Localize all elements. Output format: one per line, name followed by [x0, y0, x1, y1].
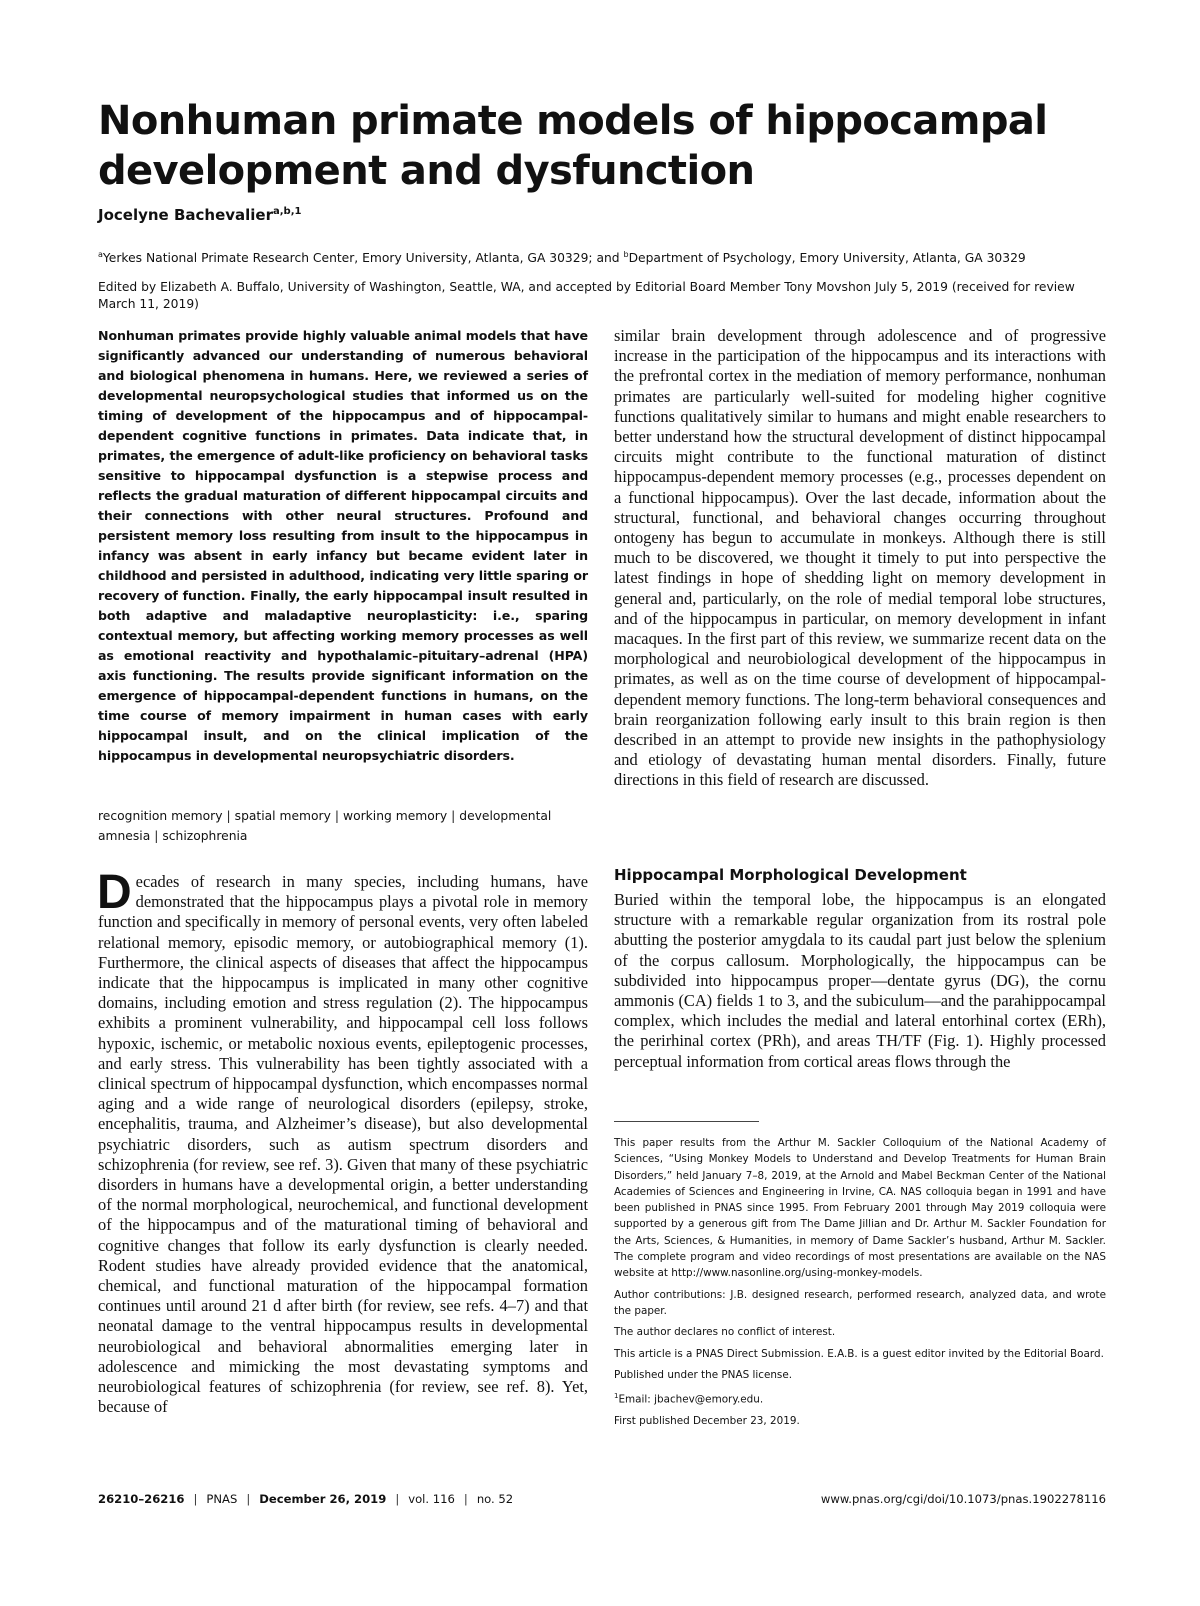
footer-volume: vol. 116 — [408, 1492, 455, 1506]
footnotes — [614, 1135, 1106, 1434]
footer-date: December 26, 2019 — [259, 1492, 387, 1506]
footnote-divider — [614, 1121, 759, 1122]
footer-issue: no. 52 — [476, 1492, 514, 1506]
footer-separator: | — [193, 1492, 198, 1506]
footnote-conflict: The author declares no conflict of interest. — [614, 1326, 836, 1339]
footnote-email — [614, 1388, 1106, 1408]
author-superscript: a,b,1 — [273, 206, 302, 217]
edited-by: Edited by Elizabeth A. Buffalo, University of Washington, Seattle, WA, and accepted by Editorial Board Member Tony Movshon July 5, 2019 (received for review March 11, 2019) — [98, 280, 1075, 311]
author-name: Jocelyne Bachevalier — [98, 206, 273, 224]
keyword-separator: | — [451, 809, 456, 823]
page-footer-citation — [98, 1492, 513, 1506]
keyword-separator: | — [226, 809, 231, 823]
footnote-email-text[interactable]: Email: jbachev@emory.edu. — [618, 1393, 764, 1406]
author-line — [98, 206, 301, 224]
keywords — [98, 806, 588, 846]
footer-separator: | — [246, 1492, 251, 1506]
footer-journal: PNAS — [206, 1492, 238, 1506]
keyword: working memory — [343, 809, 448, 823]
footer-pages: 26210–26216 — [98, 1492, 185, 1506]
footnote-colloquium: This paper results from the Arthur M. Sackler Colloquium of the National Academy of Sciences, “Using Monkey Models to Understand and Develop Treatments for Human Brain Disorders,” held January 7–8, 2019, at the Arnold and Mabel Beckman Center of the National Academies of Sciences and Engineering in Irvine, CA. NAS colloquia began in 1991 and have been published in PNAS since 1995. From February 2001 through May 2019 colloquia were supported by a generous gift from The Dame Jillian and Dr. Arthur M. Sackler Foundation for the Arts, Sciences, & Humanities, in memory of Dame Sackler’s husband, Arthur M. Sackler. The complete program and video recordings of most presentations are available on the NAS website at http://www.nasonline.org/using-monkey-models. — [614, 1137, 1106, 1280]
right-column-paragraph: similar brain development through adolescence and of progressive increase in the participation of the hippocampus and its interactions with the prefrontal cortex in the mediation of memory performance, nonhuman primates are particularly well-suited for modeling higher cognitive functions qualitatively similar to humans and might enable researchers to better understand how the structural development of distinct hippocampal circuits might contribute to the functional maturation of distinct hippocampus-dependent memory processes (e.g., processes dependent on a functional hippocampus). Over the last decade, information about the structural, functional, and behavioral changes occurring throughout ontogeny has begun to accumulate in monkeys. Although there is still much to be discovered, we thought it timely to put into perspective the latest findings in hope of shedding light on memory development in general and, particularly, on the role of medial temporal lobe structures, and of the hippocampus in particular, on memory development in infant macaques. In the first part of this review, we summarize recent data on the morphological and neurobiological development of the hippocampus in primates, as well as on the time course of development of hippocampal-dependent memory functions. The long-term behavioral consequences and brain reorganization following early insult to this brain region is then described in an attempt to provide new insights in the pathophysiology and etiology of devastating human mental disorders. Finally, future directions in this field of research are discussed. — [614, 326, 1106, 790]
footnote-submission: This article is a PNAS Direct Submission. E.A.B. is a guest editor invited by the Editorial Board. — [614, 1347, 1104, 1360]
drop-cap: D — [97, 866, 132, 919]
footnote-license: Published under the PNAS license. — [614, 1368, 793, 1381]
intro-text: ecades of research in many species, including humans, have demonstrated that the hippocampus plays a pivotal role in memory function and specifically in memory of personal events, very often labeled relational memory, episodic memory, or autobiographical memory (1). Furthermore, the clinical aspects of diseases that affect the hippocampus indicate that the hippocampus is implicated in many other cognitive domains, including emotion and stress regulation (2). The hippocampus exhibits a prominent vulnerability, and hippocampal cell loss follows hypoxic, ischemic, or metabolic noxious events, epileptogenic processes, and early stress. This vulnerability has been tightly associated with a clinical spectrum of hippocampal dysfunction, which encompasses normal aging and a wide range of neurological disorders (epilepsy, stroke, encephalitis, trauma, and Alzheimer’s disease), but also developmental psychiatric disorders, such as autism spectrum disorders and schizophrenia (for review, see ref. 3). Given that many of these psychiatric disorders in humans have a developmental origin, a better understanding of the normal morphological, neurochemical, and functional development of the hippocampus and of the maturational timing of behavioral and cognitive changes that follow its early dysfunction is clearly needed. Rodent studies have already provided evidence that the anatomical, chemical, and functional maturation of the hippocampal formation continues until around 21 d after birth (for review, see refs. 4–7) and that neonatal damage to the ventral hippocampus results in developmental neurobiological and behavioral abnormalities emerging later in adolescence and mimicking the most devastating symptoms and neurobiological features of schizophrenia (for review, see ref. 8). Yet, because of — [98, 872, 588, 1417]
keyword-separator: | — [154, 829, 159, 843]
section-heading: Hippocampal Morphological Development — [614, 866, 967, 884]
keyword: recognition memory — [98, 809, 223, 823]
affiliation-a: Yerkes National Primate Research Center, Emory University, Atlanta, GA 30329; and — [102, 251, 624, 266]
keyword-separator: | — [334, 809, 340, 823]
keyword: developmental amnesia — [98, 809, 552, 843]
affiliation-b-mark: b — [623, 250, 629, 259]
intro-paragraph — [97, 866, 588, 1417]
abstract: Nonhuman primates provide highly valuable animal models that have significantly advanced our understanding of numerous behavioral and biological phenomena in humans. Here, we reviewed a series of developmental neuropsychological studies that informed us on the timing of development of the hippocampus and of hippocampal-dependent cognitive functions in primates. Data indicate that, in primates, the emergence of adult-like proficiency on behavioral tasks sensitive to hippocampal dysfunction is a stepwise process and reflects the gradual maturation of different hippocampal circuits and their connections with other neural structures. Profound and persistent memory loss resulting from insult to the hippocampus in infancy was absent in early infancy but became evident later in childhood and persisted in adulthood, indicating very little sparing or recovery of function. Finally, the early hippocampal insult resulted in both adaptive and maladaptive neuroplasticity: i.e., sparing contextual memory, but affecting working memory processes as well as emotional reactivity and hypothalamic–pituitary–adrenal (HPA) axis functioning. The results provide significant information on the emergence of hippocampal-dependent functions in humans, on the time course of memory impairment in human cases with early hippocampal insult, and on the clinical implication of the hippocampus in developmental neuropsychiatric disorders. — [98, 328, 588, 763]
footnote-email-mark: 1 — [614, 1392, 619, 1401]
footer-separator: | — [395, 1492, 400, 1506]
footnote-first-published: First published December 23, 2019. — [614, 1414, 800, 1427]
keyword: schizophrenia — [162, 829, 248, 843]
footer-doi-link[interactable]: www.pnas.org/cgi/doi/10.1073/pnas.1902278116 — [820, 1492, 1106, 1506]
affiliations — [98, 246, 1108, 267]
keyword: spatial memory — [234, 809, 331, 823]
article-title: Nonhuman primate models of hippocampal development and dysfunction — [98, 98, 1048, 194]
footnote-contributions: Author contributions: J.B. designed research, performed research, analyzed data, and wrote the paper. — [614, 1288, 1106, 1317]
section-paragraph: Buried within the temporal lobe, the hippocampus is an elongated structure with a remarkable regular organization from its rostral pole abutting the posterior amygdala to its caudal part just below the splenium of the corpus callosum. Morphologically, the hippocampus can be subdivided into hippocampus proper—dentate gyrus (DG), the cornu ammonis (CA) fields 1 to 3, and the subiculum—and the parahippocampal complex, which includes the medial and lateral entorhinal cortex (ERh), the perirhinal cortex (PRh), and areas TH/TF (Fig. 1). Highly processed perceptual information from cortical areas flows through the — [614, 890, 1106, 1071]
footer-separator: | — [463, 1492, 468, 1506]
affiliation-b: Department of Psychology, Emory University, Atlanta, GA 30329 — [628, 251, 1026, 266]
affiliation-a-mark: a — [98, 250, 103, 259]
